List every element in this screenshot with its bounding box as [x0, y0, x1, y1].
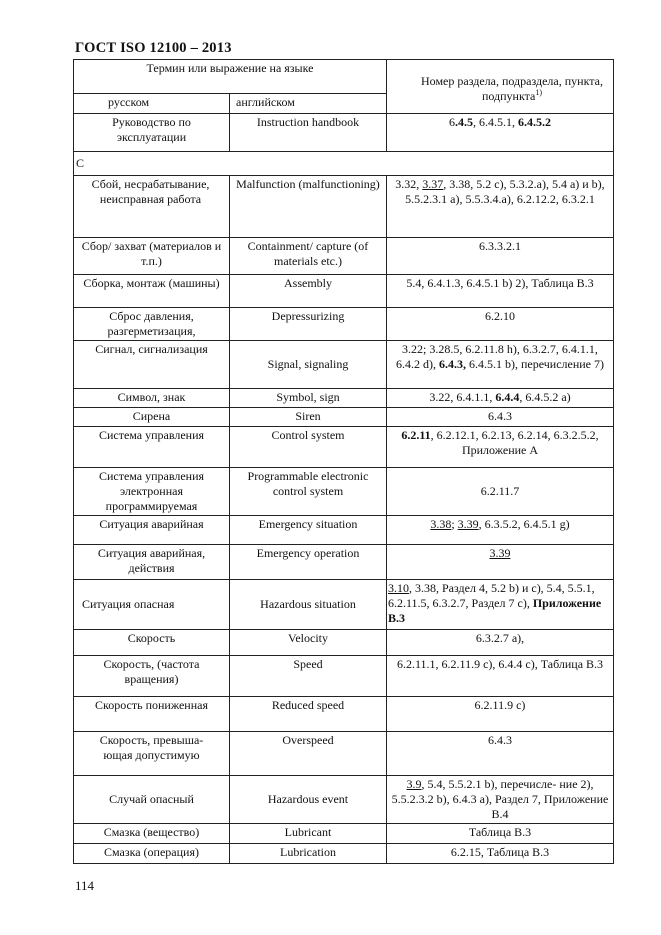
- term-english: Siren: [295, 409, 321, 423]
- section-references: 3.22, 6.4.1.1, 6.4.4, 6.4.5.2 a): [429, 390, 571, 404]
- table-row: [74, 697, 614, 732]
- section-references: 3.9, 5.4, 5.5.2.1 b), перечисле- ние 2), 5.5.2.3.2 b), 6.4.3 a), Раздел 7, Приложение B.4: [391, 777, 609, 821]
- term-russian: Ситуация аварийная: [99, 517, 204, 531]
- section-references: Таблица B.3: [468, 825, 532, 839]
- term-english: Speed: [293, 657, 323, 671]
- section-references-cell: [387, 732, 614, 776]
- term-russian: Скорость пониженная: [95, 698, 208, 712]
- term-english: Control system: [271, 428, 345, 442]
- term-russian: Символ, знак: [117, 390, 186, 404]
- table-row: [74, 545, 614, 580]
- header-footnote-mark: 1): [535, 88, 543, 97]
- term-russian: Сирена: [132, 409, 171, 423]
- header-russian: русском: [108, 95, 150, 109]
- term-russian: Сбор/ захват (материалов и т.п.): [81, 239, 222, 268]
- section-references: 6.2.10: [485, 309, 515, 323]
- document-title: ГОСТ ISO 12100 – 2013: [75, 40, 232, 56]
- section-references: 3.10, 3.38, Раздел 4, 5.2 b) и c), 5.4, 5.5.1, 6.2.11.5, 6.3.2.7, Раздел 7 c), Приложение B.3: [388, 581, 602, 625]
- table-row: [74, 389, 614, 408]
- term-russian: Случай опасный: [109, 792, 194, 806]
- table-row: [74, 656, 614, 697]
- term-russian: Система управления электронная программируемая: [98, 469, 205, 513]
- header-section-number: Номер раздела, подраздела, пункта, подпункта: [421, 74, 603, 103]
- term-russian: Скорость, превыша- ющая допустимую: [99, 733, 204, 762]
- table-row: [74, 427, 614, 468]
- terms-index-table: [73, 59, 614, 864]
- term-english: Emergency situation: [258, 517, 358, 531]
- header-term-group: Термин или выражение на языке: [146, 61, 314, 75]
- term-russian: Смазка (операция): [104, 845, 199, 859]
- section-references: 6.2.11, 6.2.12.1, 6.2.13, 6.2.14, 6.3.2.5.2, Приложение A: [401, 428, 599, 457]
- term-russian: Ситуация аварийная, действия: [97, 546, 206, 575]
- section-references: 6.3.2.7 a),: [475, 631, 525, 645]
- term-english: Malfunction (malfunctioning): [236, 177, 380, 191]
- table-header-row: [74, 60, 614, 94]
- section-references: 6.4.3: [488, 409, 512, 423]
- header-english: английском: [236, 95, 295, 109]
- section-references: 6.4.5, 6.4.5.1, 6.4.5.2: [449, 115, 551, 129]
- term-russian: Система управления: [98, 428, 205, 442]
- table-row: [74, 844, 614, 864]
- table-row: [74, 630, 614, 656]
- section-references: 6.3.3.2.1: [479, 239, 521, 253]
- table-row: [74, 308, 614, 341]
- table-row: [74, 776, 614, 824]
- table-row: [74, 468, 614, 516]
- term-russian: Руководство по эксплуатации: [112, 115, 191, 144]
- table-row: [74, 408, 614, 427]
- term-russian: Скорость, (частота вращения): [103, 657, 200, 686]
- table-row: [74, 516, 614, 545]
- term-russian: Сигнал, сигнализация: [95, 342, 208, 356]
- term-english: Containment/ capture (of materials etc.): [247, 239, 369, 268]
- table-row: [74, 732, 614, 776]
- table-row: [74, 824, 614, 844]
- section-references: 5.4, 6.4.1.3, 6.4.5.1 b) 2), Таблица B.3: [406, 276, 594, 290]
- term-english: Programmable electronic control system: [247, 469, 369, 498]
- letter-heading: С: [76, 156, 85, 170]
- table-row: [74, 341, 614, 389]
- term-english: Lubricant: [284, 825, 332, 839]
- section-references: 6.2.11.7: [480, 484, 520, 498]
- section-references: 3.32, 3.37, 3.38, 5.2 с), 5.3.2.a), 5.4 a) и b), 5.5.2.3.1 a), 5.5.3.4.a), 6.2.12.2, 6.3.2.1: [395, 177, 605, 206]
- term-english: Reduced speed: [271, 698, 345, 712]
- letter-divider-row: [74, 152, 614, 176]
- section-references: 3.39: [489, 546, 511, 560]
- term-english: Overspeed: [282, 733, 334, 747]
- term-russian: Сборка, монтаж (машины): [83, 276, 220, 290]
- term-english: Symbol, sign: [276, 390, 340, 404]
- term-english: Signal, signaling: [267, 357, 349, 371]
- term-english: Emergency operation: [256, 546, 360, 560]
- term-english: Velocity: [288, 631, 328, 645]
- term-english: Hazardous situation: [260, 597, 356, 611]
- section-references: 6.2.15, Таблица B.3: [450, 845, 550, 859]
- table-row: [74, 275, 614, 308]
- section-references: 6.2.11.1, 6.2.11.9 c), 6.4.4 c), Таблица B.3: [396, 657, 604, 671]
- term-russian: Смазка (вещество): [103, 825, 200, 839]
- section-references: 6.2.11.9 c): [474, 698, 526, 712]
- table-row: [74, 176, 614, 238]
- term-russian: Сброс давления, разгерметизация,: [107, 309, 196, 338]
- term-russian: Сбой, несрабатывание, неисправная работа: [91, 177, 210, 206]
- term-english: Assembly: [284, 276, 332, 290]
- table-row: [74, 580, 614, 630]
- page-number: 114: [75, 878, 95, 893]
- section-references: 3.22; 3.28.5, 6.2.11.8 h), 6.3.2.7, 6.4.1.1, 6.4.2 d), 6.4.3, 6.4.5.1 b), перечисление 7): [395, 342, 605, 371]
- term-russian: Ситуация опасная: [82, 597, 175, 611]
- section-references: 3.38; 3.39, 6.3.5.2, 6.4.5.1 g): [430, 517, 570, 531]
- term-english: Depressurizing: [271, 309, 345, 323]
- term-russian: Скорость: [127, 631, 176, 645]
- section-references: 6.4.3: [488, 733, 512, 747]
- term-english: Hazardous event: [267, 792, 349, 806]
- table-row: [74, 114, 614, 152]
- term-english: Lubrication: [280, 845, 336, 859]
- term-english: Instruction handbook: [256, 115, 360, 129]
- table-row: [74, 238, 614, 275]
